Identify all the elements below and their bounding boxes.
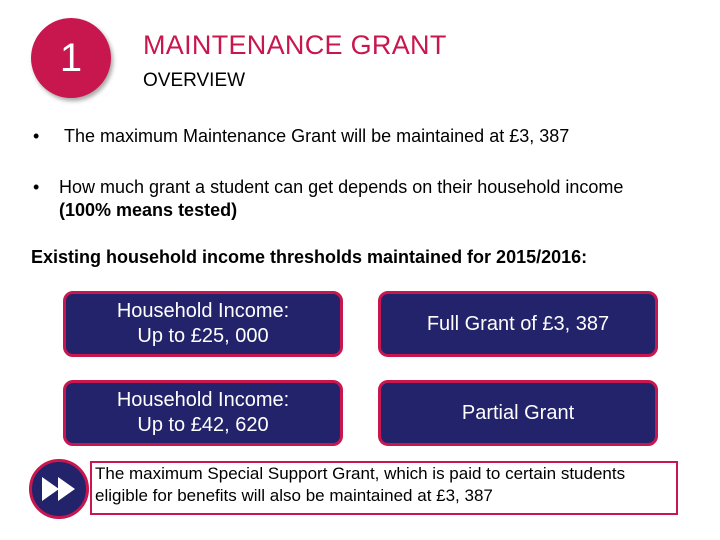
special-support-callout-text: The maximum Special Support Grant, which is paid to certain students eligible for benefits will also be maintained at £3, 387 [95, 464, 626, 505]
threshold-box-partial-grant [378, 380, 658, 446]
threshold-box-income-1 [63, 291, 343, 357]
bullet-text-2-bold: (100% means tested) [59, 200, 238, 220]
bullet-marker-1: • [33, 126, 40, 146]
fast-forward-icon-glyph [40, 476, 78, 502]
threshold-box-income-2 [63, 380, 343, 446]
threshold-box-income-2-line1: Household Income: [116, 389, 290, 411]
threshold-box-income-1-line2: Up to £25, 000 [137, 325, 269, 347]
threshold-box-income-2-line2: Up to £42, 620 [137, 414, 269, 436]
slide-subtitle: OVERVIEW [143, 70, 246, 91]
slide-title: MAINTENANCE GRANT [143, 30, 447, 60]
slide-number-badge [31, 18, 111, 98]
thresholds-heading: Existing household income thresholds maintained for 2015/2016: [31, 247, 588, 267]
bullet-text-2-main: How much grant a student can get depends on their household income [59, 177, 624, 197]
threshold-box-income-2-text [117, 388, 289, 438]
bullet-text-2 [59, 176, 659, 222]
threshold-box-income-1-line1: Household Income: [116, 300, 290, 322]
slide-number: 1 [59, 35, 83, 80]
threshold-box-partial-grant-text: Partial Grant [461, 401, 575, 424]
bullet-text-1: The maximum Maintenance Grant will be maintained at £3, 387 [64, 126, 570, 146]
threshold-box-full-grant [378, 291, 658, 357]
threshold-box-income-1-text [117, 299, 289, 349]
bullet-marker-2: • [33, 177, 40, 197]
threshold-box-full-grant-text: Full Grant of £3, 387 [426, 312, 610, 335]
fast-forward-icon[interactable] [29, 459, 89, 519]
